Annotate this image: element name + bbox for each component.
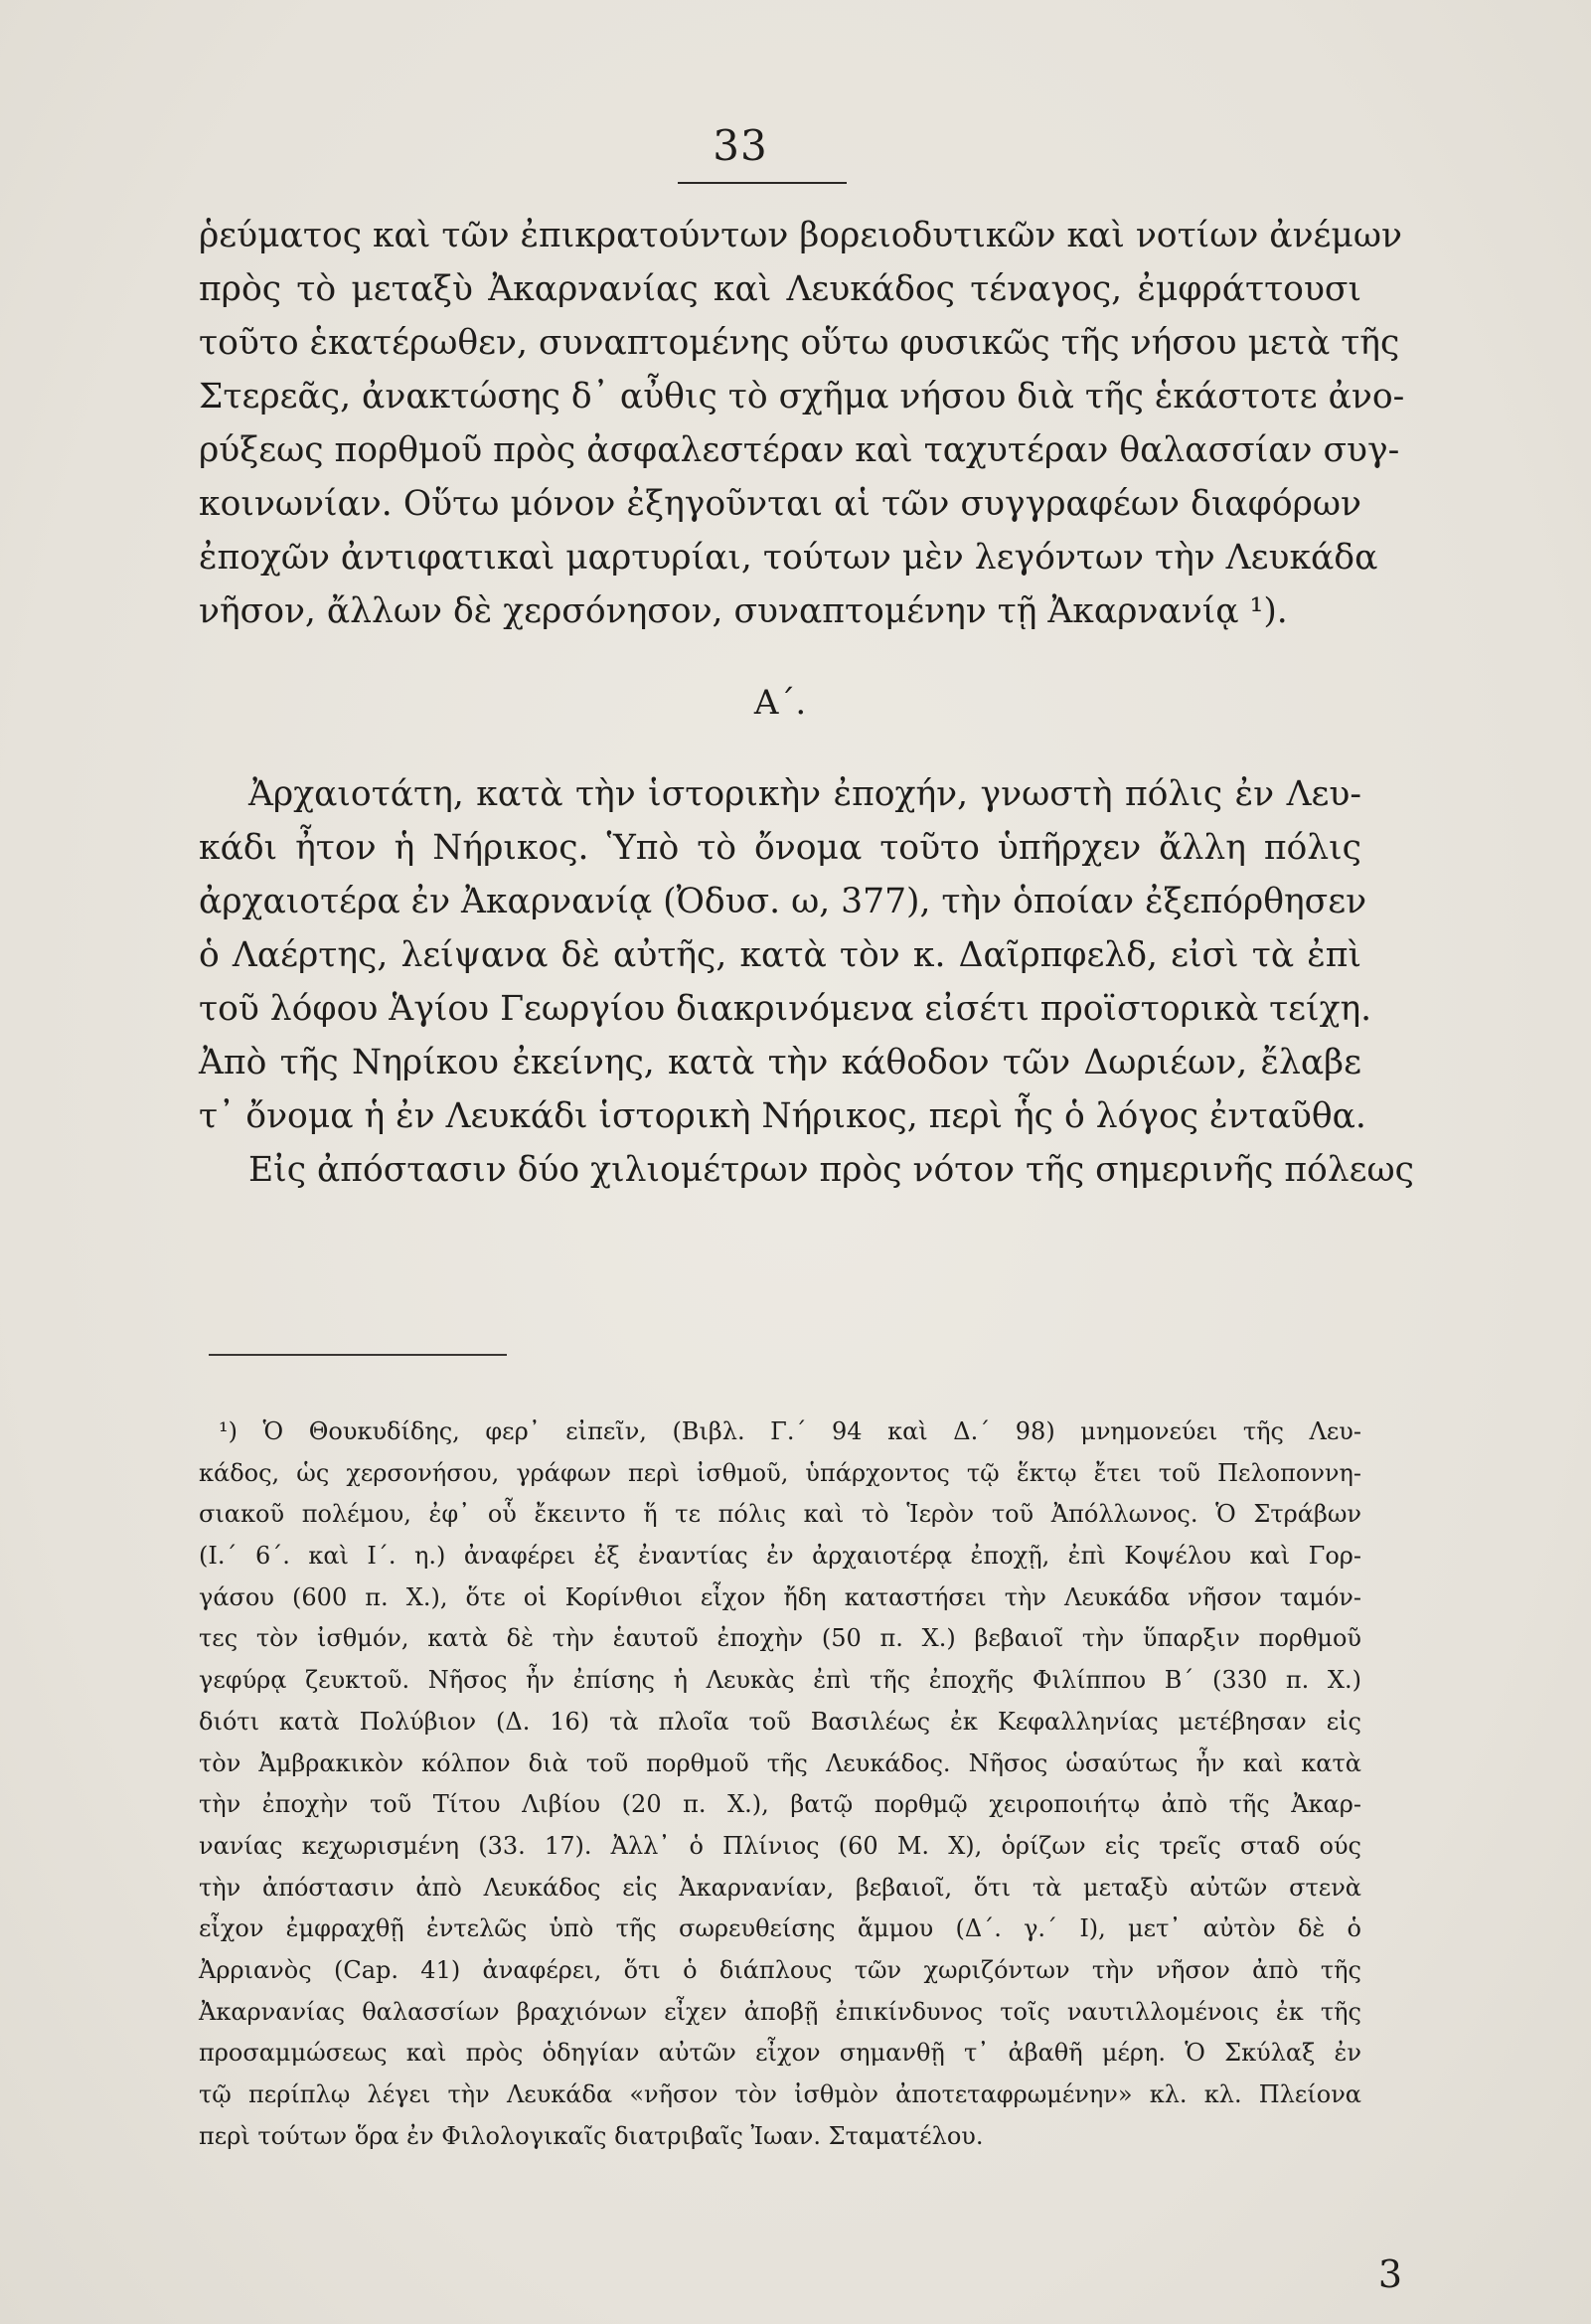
footnote-line: γεφύρᾳ ζευκτοῦ. Νῆσος ἦν ἐπίσης ἡ Λευκὰς ἐπὶ τῆς ἐποχῆς Φιλίππου Β΄ (330 π. Χ.) [199, 1666, 1361, 1695]
footnote-line: τῷ περίπλῳ λέγει τὴν Λευκάδα «νῆσον τὸν ἰσθμὸν ἀποτεταφρωμένην» κλ. κλ. Πλείονα [199, 2080, 1361, 2108]
footnote-line: περὶ τούτων ὅρα ἐν Φιλολογικαῖς διατριβαῖς Ἰωαν. Σταματέλου. [199, 2121, 984, 2150]
main-text [199, 209, 1414, 1197]
footnote-line: γάσου (600 π. Χ.), ὅτε οἱ Κορίνθιοι εἶχον ἤδη καταστήσει τὴν Λευκάδα νῆσον ταμόν- [199, 1582, 1361, 1611]
footnote-rule [209, 1354, 507, 1356]
footnote-line: Ἀρριανὸς (Cap. 41) ἀναφέρει, ὅτι ὁ διάπλους τῶν χωριζόντων τὴν νῆσον ἀπὸ τῆς [199, 1955, 1361, 1984]
text-line: ἐποχῶν ἀντιφατικαὶ μαρτυρίαι, τούτων μὲν λεγόντων τὴν Λευκάδα [199, 538, 1378, 578]
footnote-line: σιακοῦ πολέμου, ἐφ᾽ οὗ ἔκειντο ἥ τε πόλις καὶ τὸ Ἱερὸν τοῦ Ἀπόλλωνος. Ὁ Στράβων [199, 1500, 1361, 1529]
text-line: Εἰς ἀπόστασιν δύο χιλιομέτρων πρὸς νότον τῆς σημερινῆς πόλεως [248, 1150, 1414, 1190]
footnote-line: ¹) Ὁ Θουκυδίδης, φερ᾽ εἰπεῖν, (Βιβλ. Γ.΄ 94 καὶ Δ.΄ 98) μνημονεύει τῆς Λευ- [219, 1417, 1361, 1445]
footnote-line: τὴν ἀπόστασιν ἀπὸ Λευκάδος εἰς Ἀκαρνανίαν, βεβαιοῖ, ὅτι τὰ μεταξὺ αὐτῶν στενὰ [199, 1873, 1361, 1902]
footnote-line: εἶχον ἐμφραχθῇ ἐντελῶς ὑπὸ τῆς σωρευθείσης ἄμμου (Δ΄. γ.΄ Ι), μετ᾽ αὐτὸν δὲ ὁ [199, 1914, 1361, 1943]
footnote-line: τὴν ἐποχὴν τοῦ Τίτου Λιβίου (20 π. Χ.), βατῷ πορθμῷ χειροποιήτῳ ἀπὸ τῆς Ἀκαρ- [199, 1790, 1361, 1819]
footnote-line: Ἀκαρνανίας θαλασσίων βραχιόνων εἶχεν ἀποβῇ ἐπικίνδυνος τοῖς ναυτιλλομένοις ἐκ τῆς [199, 1997, 1361, 2026]
page-number: 33 [713, 121, 768, 170]
text-line: νῆσον, ἄλλων δὲ χερσόνησον, συναπτομένην τῇ Ἀκαρνανίᾳ ¹). [199, 591, 1288, 631]
text-line: τ᾽ ὄνομα ἡ ἐν Λευκάδι ἱστορικὴ Νήρικος, περὶ ἧς ὁ λόγος ἐνταῦθα. [199, 1096, 1366, 1136]
text-line: ῥεύματος καὶ τῶν ἐπικρατούντων βορειοδυτικῶν καὶ νοτίων ἀνέμων [199, 216, 1402, 255]
text-line: τοῦτο ἑκατέρωθεν, συναπτομένης οὕτω φυσικῶς τῆς νήσου μετὰ τῆς [199, 323, 1400, 363]
text-line: Ἀπὸ τῆς Νηρίκου ἐκείνης, κατὰ τὴν κάθοδον τῶν Δωριέων, ἔλαβε [199, 1043, 1361, 1082]
footnotes [199, 1411, 1361, 2157]
text-line: Ἀρχαιοτάτη, κατὰ τὴν ἱστορικὴν ἐποχήν, γνωστὴ πόλις ἐν Λευ- [248, 774, 1361, 814]
text-line: ἀρχαιοτέρα ἐν Ἀκαρνανίᾳ (Ὀδυσ. ω, 377), τὴν ὁποίαν ἐξεπόρθησεν [199, 882, 1367, 921]
text-line: κάδι ἦτον ἡ Νήρικος. Ὑπὸ τὸ ὄνομα τοῦτο ὑπῆρχεν ἄλλη πόλις [199, 828, 1361, 868]
signature-mark: 3 [1377, 2252, 1402, 2296]
section-heading: Α΄. [753, 683, 807, 723]
text-line: τοῦ λόφου Ἁγίου Γεωργίου διακρινόμενα εἰσέτι προϊστορικὰ τείχη. [199, 989, 1372, 1029]
footnote-line: (Ι.΄ 6΄. καὶ Ι΄. η.) ἀναφέρει ἐξ ἐναντίας ἐν ἀρχαιοτέρᾳ ἐποχῇ, ἐπὶ Κοψέλου καὶ Γορ- [199, 1542, 1361, 1571]
footnote-line: προσαμμώσεως καὶ πρὸς ὁδηγίαν αὐτῶν εἶχον σημανθῇ τ᾽ ἀβαθῆ μέρη. Ὁ Σκύλαξ ἐν [199, 2039, 1361, 2068]
footnote-line: τὸν Ἀμβρακικὸν κόλπον διὰ τοῦ πορθμοῦ τῆς Λευκάδος. Νῆσος ὡσαύτως ἦν καὶ κατὰ [199, 1748, 1361, 1777]
page-number-rule [678, 182, 847, 184]
footnote-line: τες τὸν ἰσθμόν, κατὰ δὲ τὴν ἑαυτοῦ ἐποχὴν (50 π. Χ.) βεβαιοῖ τὴν ὕπαρξιν πορθμοῦ [199, 1624, 1361, 1653]
footnote-line: νανίας κεχωρισμένη (33. 17). Ἀλλ᾽ ὁ Πλίνιος (60 Μ. Χ), ὁρίζων εἰς τρεῖς σταδ ούς [199, 1831, 1361, 1860]
footnote-line: κάδος, ὡς χερσονήσου, γράφων περὶ ἰσθμοῦ, ὑπάρχοντος τῷ ἕκτῳ ἔτει τοῦ Πελοποννη- [199, 1458, 1361, 1487]
text-line: ρύξεως πορθμοῦ πρὸς ἀσφαλεστέραν καὶ ταχυτέραν θαλασσίαν συγ- [199, 430, 1400, 470]
text-line: ὁ Λαέρτης, λείψανα δὲ αὐτῆς, κατὰ τὸν κ. Δαῖρπφελδ, εἰσὶ τὰ ἐπὶ [199, 935, 1361, 975]
text-line: Στερεᾶς, ἀνακτώσης δ᾽ αὖθις τὸ σχῆμα νήσου διὰ τῆς ἑκάστοτε ἀνο- [199, 377, 1405, 416]
text-line: κοινωνίαν. Οὕτω μόνον ἐξηγοῦνται αἱ τῶν συγγραφέων διαφόρων [199, 484, 1361, 524]
footnote-line: διότι κατὰ Πολύβιον (Δ. 16) τὰ πλοῖα τοῦ Βασιλέως ἐκ Κεφαλληνίας μετέβησαν εἰς [199, 1707, 1361, 1736]
text-line: πρὸς τὸ μεταξὺ Ἀκαρνανίας καὶ Λευκάδος τέναγος, ἐμφράττουσι [199, 269, 1361, 309]
